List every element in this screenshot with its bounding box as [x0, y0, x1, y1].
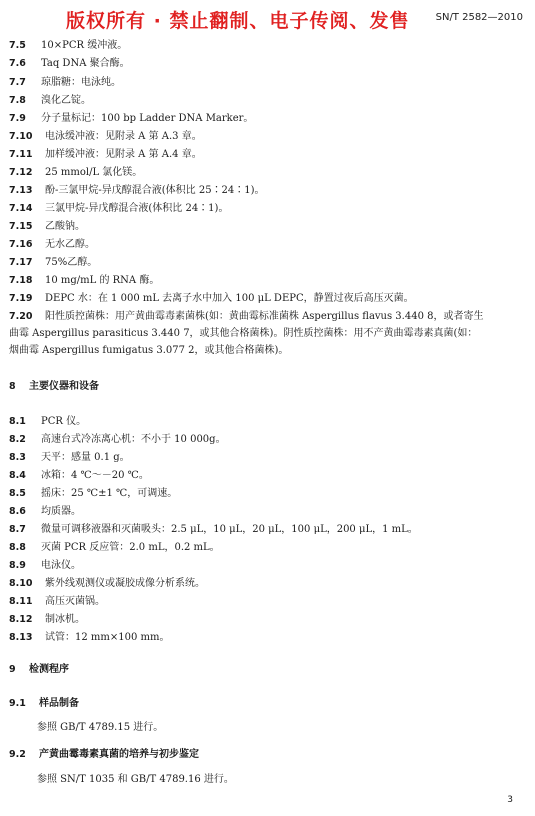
list-item — [9, 274, 523, 287]
item-text: 阳性质控菌株：用产黄曲霉毒素菌株(如：黄曲霉标准菌株 Aspergillus flavus 3.440 8，或者寄生 — [45, 311, 484, 322]
item-number: 7.11 — [9, 149, 33, 160]
item-text: 琼脂糖：电泳纯。 — [41, 77, 121, 88]
item-number: 7.14 — [9, 203, 33, 214]
item-text: 溴化乙锭。 — [41, 95, 91, 106]
list-item — [9, 184, 523, 197]
list-item — [9, 487, 523, 500]
paragraph: 参照 GB/T 4789.15 进行。 — [37, 722, 164, 733]
item-number: 8.4 — [9, 470, 26, 481]
item-text: 紫外线观测仪或凝胶成像分析系统。 — [45, 578, 205, 589]
item-number: 7.12 — [9, 167, 33, 178]
item-number: 7.13 — [9, 185, 33, 196]
subsection-number: 9.1 — [9, 698, 26, 709]
item-number: 8.12 — [9, 614, 33, 625]
section-title: 主要仪器和设备 — [29, 381, 99, 392]
list-item — [9, 505, 523, 518]
item-number: 7.15 — [9, 221, 33, 232]
item-text: 分子量标记：100 bp Ladder DNA Marker。 — [41, 113, 254, 124]
item-number: 8.5 — [9, 488, 26, 499]
item-text: 10×PCR 缓冲液。 — [41, 40, 128, 51]
item-text: 灭菌 PCR 反应管：2.0 mL，0.2 mL。 — [41, 542, 220, 553]
list-item — [9, 220, 523, 233]
copyright-watermark: 版权所有 · 禁止翻制、电子传阅、发售 — [66, 10, 410, 32]
list-item — [9, 112, 523, 125]
item-text: 试管：12 mm×100 mm。 — [45, 632, 170, 643]
section-heading — [9, 380, 523, 393]
item-number: 8.3 — [9, 452, 26, 463]
item-number: 7.9 — [9, 113, 26, 124]
item-number: 8.9 — [9, 560, 26, 571]
list-item — [9, 559, 523, 572]
subsection-title: 产黄曲霉毒素真菌的培养与初步鉴定 — [39, 749, 199, 760]
item-text: 10 mg/mL 的 RNA 酶。 — [45, 275, 160, 286]
item-text: PCR 仪。 — [41, 416, 87, 427]
item-text: 均质器。 — [41, 506, 81, 517]
item-text: 乙酸钠。 — [45, 221, 85, 232]
item-text: DEPC 水：在 1 000 mL 去离子水中加入 100 μL DEPC，静置过夜后高压灭菌。 — [45, 293, 414, 304]
item-text: 酚-三氯甲烷-异戊醇混合液(体积比 25∶24∶1)。 — [45, 185, 265, 196]
item-number: 7.18 — [9, 275, 33, 286]
item-number: 7.20 — [9, 311, 33, 322]
page-number: 3 — [507, 795, 513, 805]
list-item — [9, 523, 523, 536]
list-item — [9, 595, 523, 608]
paragraph: 参照 SN/T 1035 和 GB/T 4789.16 进行。 — [37, 774, 234, 785]
item-text: 电泳缓冲液：见附录 A 第 A.3 章。 — [45, 131, 202, 142]
list-item — [9, 631, 523, 644]
standard-code: SN/T 2582—2010 — [435, 12, 523, 23]
list-item — [9, 469, 523, 482]
list-item — [9, 94, 523, 107]
item-text: 制冰机。 — [45, 614, 85, 625]
item-text: 无水乙醇。 — [45, 239, 95, 250]
item-text-continued: 烟曲霉 Aspergillus fumigatus 3.077 2，或其他合格菌株)。 — [9, 345, 289, 356]
item-number: 8.6 — [9, 506, 26, 517]
list-item — [9, 577, 523, 590]
list-item — [9, 292, 523, 305]
item-number: 8.2 — [9, 434, 26, 445]
item-number: 8.11 — [9, 596, 33, 607]
item-text: Taq DNA 聚合酶。 — [41, 58, 130, 69]
list-item — [9, 613, 523, 626]
item-text: 三氯甲烷-异戊醇混合液(体积比 24∶1)。 — [45, 203, 229, 214]
item-number: 8.1 — [9, 416, 26, 427]
list-item — [9, 39, 523, 52]
item-text: 高速台式冷冻离心机：不小于 10 000g。 — [41, 434, 226, 445]
subsection-number: 9.2 — [9, 749, 26, 760]
item-text: 天平：感量 0.1 g。 — [41, 452, 130, 463]
list-item — [9, 541, 523, 554]
subsection-heading — [9, 697, 523, 710]
list-item — [9, 433, 523, 446]
item-number: 7.5 — [9, 40, 26, 51]
item-text: 加样缓冲液：见附录 A 第 A.4 章。 — [45, 149, 202, 160]
item-text: 75%乙醇。 — [45, 257, 98, 268]
section-number: 9 — [9, 664, 16, 675]
item-text: 冰箱：4 ℃～－20 ℃。 — [41, 470, 149, 481]
item-text-continued: 曲霉 Aspergillus parasiticus 3.440 7，或其他合格菌株)。阴性质控菌株：用不产黄曲霉毒素真菌(如： — [9, 328, 478, 339]
item-number: 7.6 — [9, 58, 26, 69]
list-item — [9, 76, 523, 89]
item-number: 8.8 — [9, 542, 26, 553]
subsection-title: 样品制备 — [39, 698, 79, 709]
list-item — [9, 130, 523, 143]
subsection-heading — [9, 748, 523, 761]
item-number: 7.10 — [9, 131, 33, 142]
section-title: 检测程序 — [29, 664, 69, 675]
section-number: 8 — [9, 381, 16, 392]
item-text: 高压灭菌锅。 — [45, 596, 105, 607]
item-number: 7.19 — [9, 293, 33, 304]
list-item — [9, 166, 523, 179]
list-item — [9, 451, 523, 464]
list-item — [9, 57, 523, 70]
item-text: 摇床：25 ℃±1 ℃，可调速。 — [41, 488, 178, 499]
item-number: 8.10 — [9, 578, 33, 589]
item-number: 8.13 — [9, 632, 33, 643]
list-item — [9, 238, 523, 251]
list-item — [9, 148, 523, 161]
item-number: 7.7 — [9, 77, 26, 88]
item-number: 7.16 — [9, 239, 33, 250]
item-number: 7.8 — [9, 95, 26, 106]
section-heading — [9, 663, 523, 676]
item-text: 电泳仪。 — [41, 560, 81, 571]
item-number: 8.7 — [9, 524, 26, 535]
list-item — [9, 310, 523, 323]
list-item — [9, 202, 523, 215]
list-item — [9, 415, 523, 428]
item-text: 微量可调移液器和灭菌吸头：2.5 μL，10 μL，20 μL，100 μL，200 μL，1 mL。 — [41, 524, 418, 535]
item-number: 7.17 — [9, 257, 33, 268]
item-text: 25 mmol/L 氯化镁。 — [45, 167, 143, 178]
list-item — [9, 256, 523, 269]
